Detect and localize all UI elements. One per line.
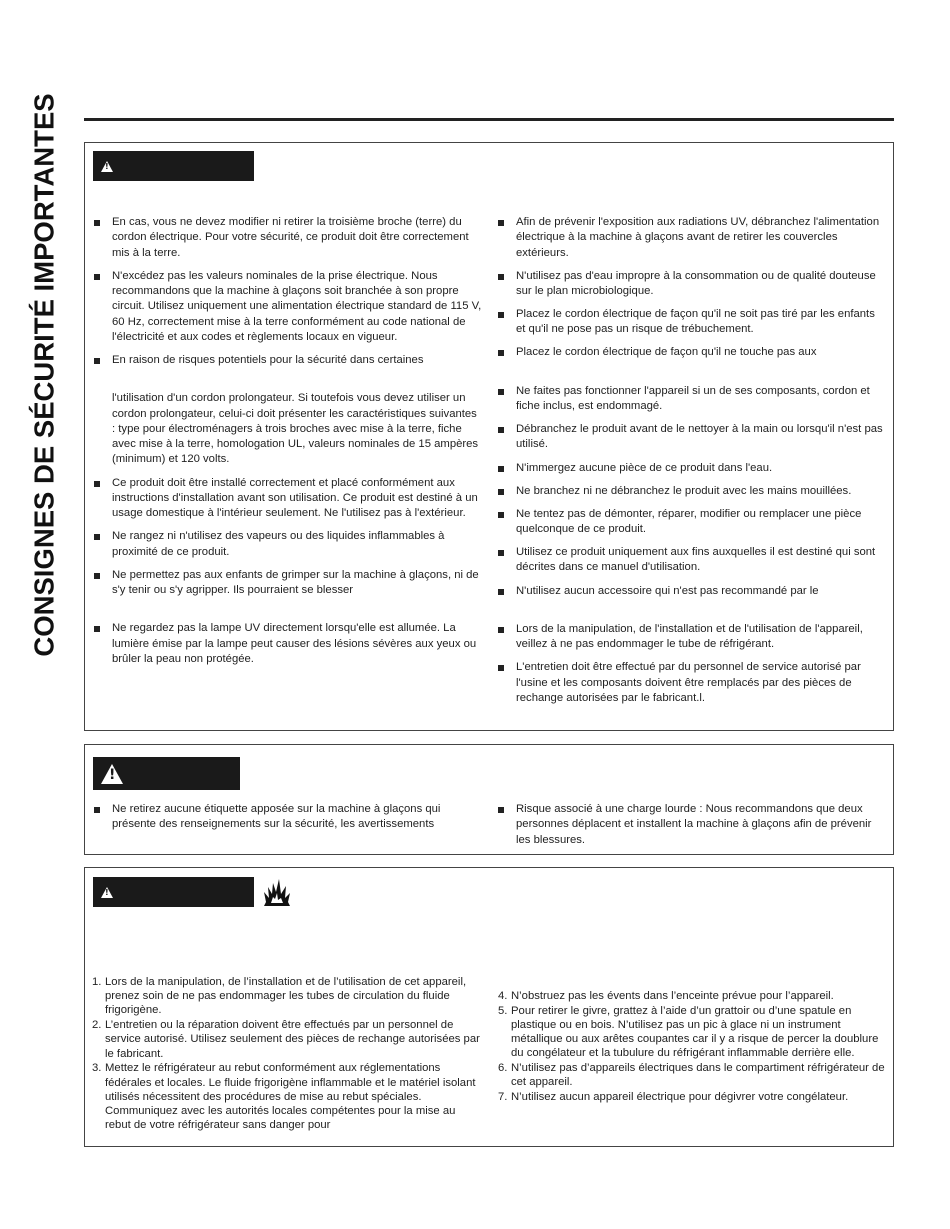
flammable-fire-icon xyxy=(261,876,293,908)
warning-section-1 xyxy=(84,142,894,731)
list-item: Lors de la manipulation, de l'installation et de l'utilisation de l'appareil, veillez à ne pas endommager le tube de réfrigérant. xyxy=(497,622,883,653)
section3-right-list xyxy=(498,989,886,1105)
item-number: 1. xyxy=(92,976,102,988)
top-rule xyxy=(84,118,894,121)
warning-triangle-icon xyxy=(101,887,113,898)
list-item: Ne regardez pas la lampe UV directement lorsqu'elle est allumée. La lumière émise par la lampe peut causer des lésions sévères aux yeux ou brûler la peau non protégée. xyxy=(93,621,483,667)
section2-left-column xyxy=(93,802,483,840)
list-item xyxy=(92,1018,484,1061)
warning-section-3 xyxy=(84,867,894,1147)
warning-label-bar xyxy=(93,757,240,790)
side-title xyxy=(21,55,69,695)
list-item: En raison de risques potentiels pour la sécurité dans certaines xyxy=(93,353,483,368)
side-title-text: CONSIGNES DE SÉCURITÉ IMPORTANTES xyxy=(29,93,61,657)
list-item: Ne permettez pas aux enfants de grimper sur la machine à glaçons, ni de s'y tenir ou s'y agripper. Ils pourraient se blesser xyxy=(93,568,483,599)
list-item: Ce produit doit être installé correctement et placé conformément aux instructions d'installation avant son utilisation. Ce produit est destiné à un usage domestique à l'intérieur seulement. Ne l'utilisez pas à l'extérieur. xyxy=(93,476,483,522)
list-item: Placez le cordon électrique de façon qu'il ne touche pas aux xyxy=(497,345,883,360)
item-text: Mettez le réfrigérateur au rebut conformément aux réglementations fédérales et locales. Le fluide frigorigène inflammable et le matériel isolant utilisés nécessitent des procédures de mise au rebut spéciales. Communiquez avec les autorités locales compétentes pour la mise au rebut de votre réfrigérateur sans danger pour xyxy=(105,1062,476,1132)
item-text: Pour retirer le givre, grattez à l’aide d’un grattoir ou d’une spatule en plastique ou en bois. N’utilisez pas un pic à glace ni un instrument métallique ou aux arêtes coupantes car il y a risque de percer la doublure du congélateur et la tubulure du réfrigérant inflammable derrière elle. xyxy=(511,1004,879,1060)
list-item: N'immergez aucune pièce de ce produit dans l'eau. xyxy=(497,461,883,476)
list-item: Risque associé à une charge lourde : Nous recommandons que deux personnes déplacent et installent la machine à glaçons afin de prévenir les blessures. xyxy=(497,802,883,848)
warning-section-2 xyxy=(84,744,894,855)
item-number: 3. xyxy=(92,1062,102,1075)
list-item: Ne retirez aucune étiquette apposée sur la machine à glaçons qui présente des renseignements sur la sécurité, les avertissements xyxy=(93,802,483,833)
item-number: 5. xyxy=(498,1004,508,1017)
item-number: 2. xyxy=(92,1019,102,1032)
item-number: 7. xyxy=(498,1091,508,1104)
section3-left-list xyxy=(92,975,484,1133)
list-item: Ne branchez ni ne débranchez le produit avec les mains mouillées. xyxy=(497,484,883,499)
list-item: N'excédez pas les valeurs nominales de la prise électrique. Nous recommandons que la machine à glaçons soit branchée à son propre circuit. Utilisez uniquement une alimentation électrique standard de 115 V, 60 Hz, correctement mise à la terre conformément au code national de l'électricité et aux codes et règlements locaux en vigueur. xyxy=(93,269,483,345)
item-text: Lors de la manipulation, de l’installation et de l’utilisation de cet appareil, prenez soin de ne pas endommager les tubes de circulation du fluide frigorigène. xyxy=(105,976,467,1017)
item-text: N’utilisez aucun appareil électrique pour dégivrer votre congélateur. xyxy=(511,1091,849,1104)
list-item: Ne tentez pas de démonter, réparer, modifier ou remplacer une pièce quelconque de ce produit. xyxy=(497,507,883,538)
warning-triangle-icon xyxy=(101,161,113,172)
list-item: N'utilisez aucun accessoire qui n'est pas recommandé par le xyxy=(497,584,883,599)
item-text: L’entretien ou la réparation doivent être effectués par un personnel de service autorisé. Utilisez seulement des pièces de rechange autorisées par le fabricant. xyxy=(105,1019,480,1060)
list-item: L'entretien doit être effectué par du personnel de service autorisé par l'usine et les composants doivent être remplacés par des pièces de rechange autorisées par le fabricant.l. xyxy=(497,660,883,706)
list-item: Placez le cordon électrique de façon qu'il ne soit pas tiré par les enfants et qu'il ne pose pas un risque de trébuchement. xyxy=(497,307,883,338)
section1-right-column xyxy=(497,215,883,714)
list-item: Ne faites pas fonctionner l'appareil si un de ses composants, cordon et fiche inclus, est endommagé. xyxy=(497,384,883,415)
list-item: Afin de prévenir l'exposition aux radiations UV, débranchez l'alimentation électrique à la machine à glaçons avant de retirer les couvercles extérieurs. xyxy=(497,215,883,261)
item-number: 4. xyxy=(498,990,508,1002)
list-item: Utilisez ce produit uniquement aux fins auxquelles il est destiné qui sont décrites dans ce manuel d'utilisation. xyxy=(497,545,883,576)
list-item xyxy=(498,1061,886,1089)
item-text: N’obstruez pas les évents dans l’enceinte prévue pour l’appareil. xyxy=(511,990,834,1002)
warning-triangle-icon xyxy=(101,764,123,784)
list-item: Ne rangez ni n'utilisez des vapeurs ou des liquides inflammables à proximité de ce produit. xyxy=(93,529,483,560)
list-item xyxy=(92,975,484,1018)
list-item xyxy=(498,989,886,1003)
list-item: En cas, vous ne devez modifier ni retirer la troisième broche (terre) du cordon électrique. Pour votre sécurité, ce produit doit être correctement mis à la terre. xyxy=(93,215,483,261)
section2-right-column xyxy=(497,802,883,856)
section1-left-column xyxy=(93,215,483,675)
list-item: Débranchez le produit avant de le nettoyer à la main ou lorsqu'il n'est pas utilisé. xyxy=(497,422,883,453)
warning-label-bar xyxy=(93,877,254,907)
warning-label-bar xyxy=(93,151,254,181)
item-number: 6. xyxy=(498,1062,508,1075)
list-item xyxy=(498,1004,886,1061)
list-item: N'utilisez pas d'eau impropre à la consommation ou de qualité douteuse sur le plan microbiologique. xyxy=(497,269,883,300)
list-item xyxy=(92,1061,484,1132)
list-item xyxy=(498,1090,886,1104)
list-item-continuation: l'utilisation d'un cordon prolongateur. Si toutefois vous devez utiliser un cordon prolongateur, celui-ci doit présenter les caractéristiques suivantes : type pour électroménagers à trois broches avec mise à la terre, fiche avec mise à la terre, homologation UL, valeurs nominales de 15 ampères (minimum) et 120 volts. xyxy=(112,392,479,466)
item-text: N’utilisez pas d’appareils électriques dans le compartiment réfrigérateur de cet appareil. xyxy=(511,1062,885,1089)
